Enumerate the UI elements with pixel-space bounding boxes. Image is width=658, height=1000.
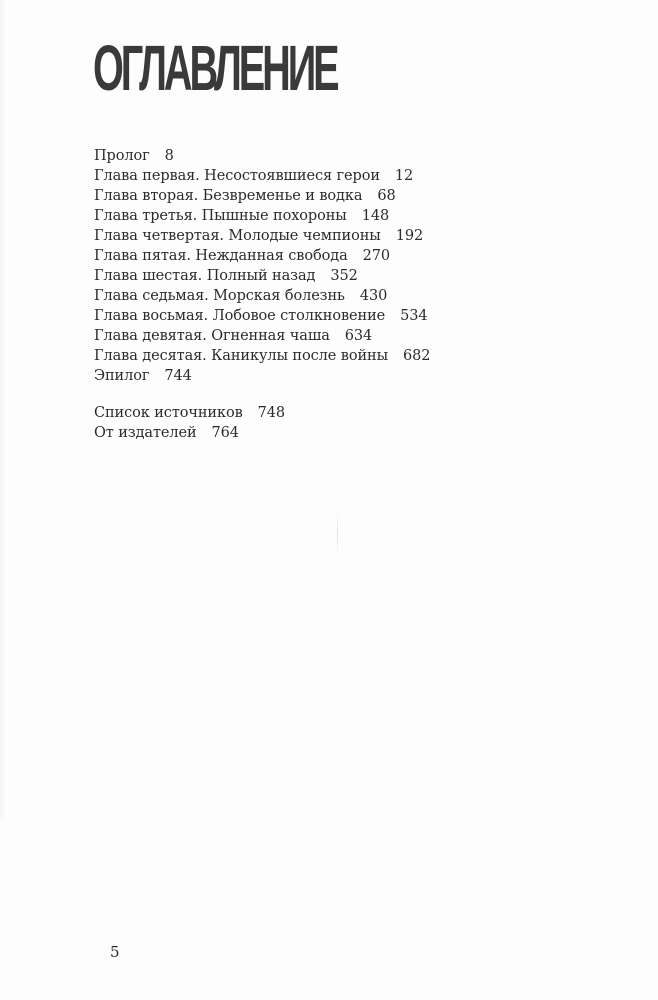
toc-entry-label: Глава пятая. Нежданная свобода: [94, 248, 348, 264]
toc-entry-label: Пролог: [94, 148, 150, 164]
scan-artifact: [337, 512, 338, 556]
toc-entry: [94, 403, 430, 423]
toc-entry: [94, 346, 430, 366]
toc-entry: [94, 366, 430, 386]
toc-entry-page: 764: [211, 425, 239, 441]
toc-entry-page: 148: [361, 208, 390, 224]
toc-entry-page: 748: [257, 405, 286, 421]
page-title: ОГЛАВЛЕНИЕ: [93, 32, 337, 104]
toc-entry-page: 68: [377, 188, 396, 204]
toc-entry-label: Глава седьмая. Морская болезнь: [94, 288, 345, 304]
toc-entry: [94, 423, 430, 443]
toc-entry: [94, 186, 430, 206]
toc-entry: [94, 146, 430, 166]
toc-entry-label: Глава вторая. Безвременье и водка: [94, 188, 363, 204]
toc-entry: [94, 206, 430, 226]
toc-entry-page: 352: [330, 268, 358, 284]
page-edge-shadow: [0, 0, 6, 820]
toc-entry-label: Глава девятая. Огненная чаша: [94, 328, 330, 344]
toc-entry: [94, 166, 430, 186]
toc-entry-page: 682: [403, 348, 431, 364]
toc-entry-label: Глава четвертая. Молодые чемпионы: [94, 228, 381, 244]
toc-entry-label: От издателей: [94, 425, 197, 441]
toc-entry-label: Глава шестая. Полный назад: [94, 268, 316, 284]
toc-entry-page: 270: [362, 248, 391, 264]
toc-entry-page: 8: [164, 148, 174, 164]
toc-entry: [94, 286, 430, 306]
toc-entry-label: Список источников: [94, 405, 243, 421]
table-of-contents: [94, 146, 430, 443]
toc-entry-label: Глава первая. Несостоявшиеся герои: [94, 168, 380, 184]
toc-entry-page: 12: [394, 168, 414, 184]
toc-entry: [94, 326, 430, 346]
toc-entry: [94, 246, 430, 266]
toc-entry: [94, 226, 430, 246]
toc-entry-page: 744: [164, 368, 192, 384]
toc-entry-label: Глава третья. Пышные похороны: [94, 208, 347, 224]
toc-entry-page: 192: [395, 228, 424, 244]
toc-main-section: [94, 146, 430, 386]
toc-entry: [94, 266, 430, 286]
toc-entry-page: 634: [344, 328, 373, 344]
toc-back-matter-section: [94, 403, 430, 443]
toc-entry: [94, 306, 430, 326]
toc-entry-page: 534: [400, 308, 428, 324]
toc-entry-page: 430: [359, 288, 388, 304]
toc-entry-label: Эпилог: [94, 368, 150, 384]
toc-entry-label: Глава восьмая. Лобовое столкновение: [94, 308, 386, 324]
page-number: 5: [110, 943, 120, 961]
toc-entry-label: Глава десятая. Каникулы после войны: [94, 348, 389, 364]
